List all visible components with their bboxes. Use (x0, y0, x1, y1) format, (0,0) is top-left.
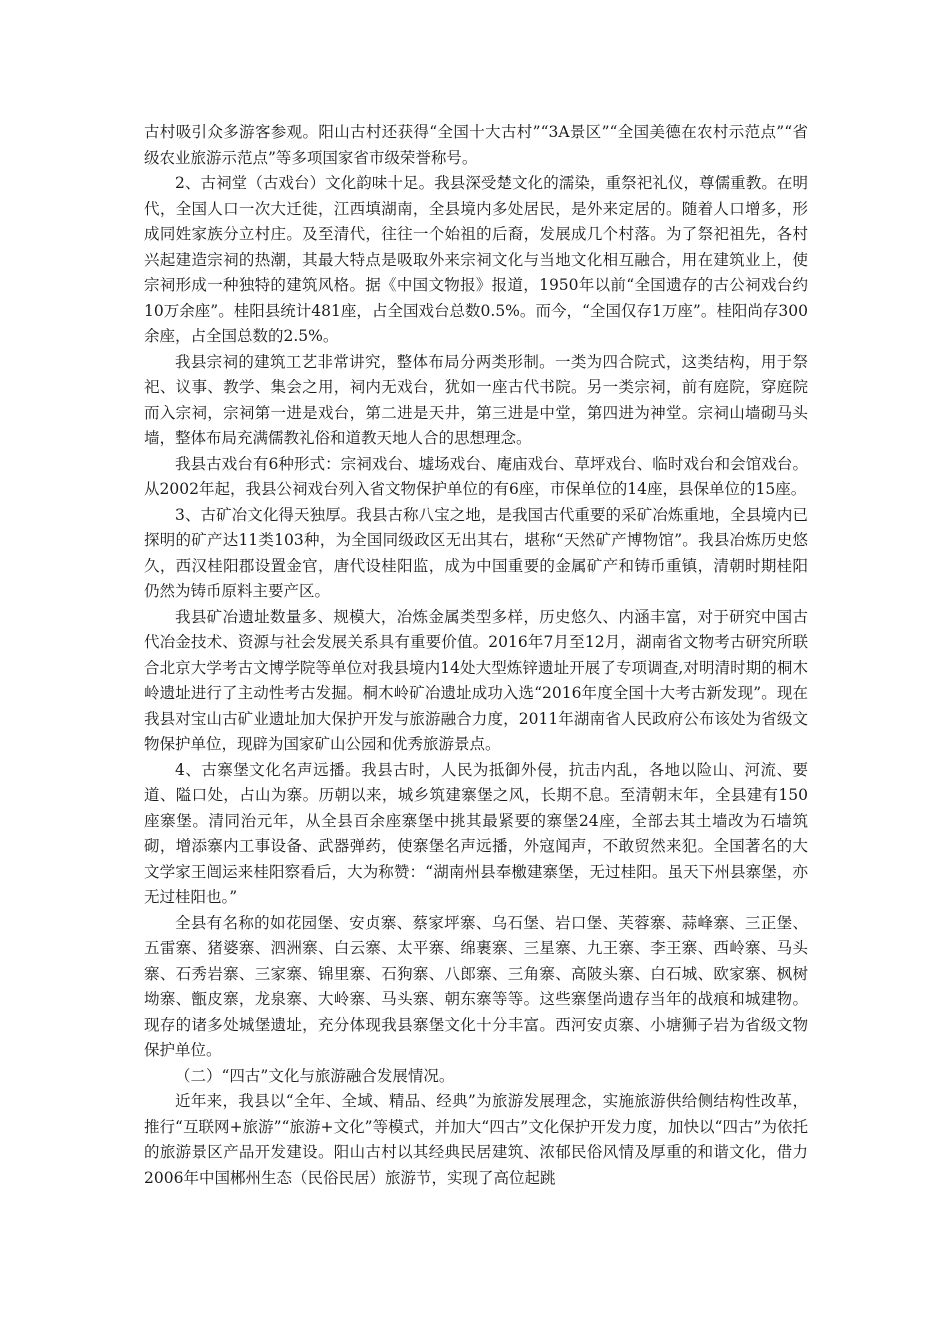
paragraph-ancient-forts: 4、古寨堡文化名声远播。我县古时，人民为抵御外侵，抗击内乱，各地以险山、河流、要道、隘口处，占山为寨。历朝以来，城乡筑建寨堡之风，长期不息。至清朝末年，全县建有150座寨堡。清同治元年，从全县百余座寨堡中挑其最紧要的寨堡24座，全部去其土墙改为石墙筑砌，增添寨内工事设备、武器弹药，使寨堡名声远播，外寇闻声，不敢贸然来犯。全国著名的大文学家王闿运来桂阳察看后，大为称赞：“湖南州县奉檄建寨堡，无过桂阳。虽天下州县寨堡，亦无过桂阳也。” (144, 760, 808, 906)
paragraph-continuation: 古村吸引众多游客参观。阳山古村还获得“全国十大古村”“3A景区”“全国美德在农村示范点”“省级农业旅游示范点”等多项国家省市级荣誉称号。 (144, 123, 808, 167)
paragraph-opera-stages: 我县古戏台有6种形式：宗祠戏台、墟场戏台、庵庙戏台、草坪戏台、临时戏台和会馆戏台。从2002年起，我县公祠戏台列入省文物保护单位的有6座，市保单位的14座，县保单位的15座。 (144, 454, 808, 498)
paragraph-ancient-mining: 3、古矿冶文化得天独厚。我县古称八宝之地，是我国古代重要的采矿冶炼重地，全县境内已探明的矿产达11类103种，为全国同级政区无出其右，堪称“天然矿产博物馆”。我县冶炼历史悠久，西汉桂阳郡设置金官，唐代设桂阳监，成为中国重要的金属矿产和铸币重镇，清朝时期桂阳仍然为铸币原料主要产区。 (144, 505, 808, 600)
paragraph-ancestral-halls: 2、古祠堂（古戏台）文化韵味十足。我县深受楚文化的濡染，重祭祀礼仪，尊儒重教。在明代，全国人口一次大迁徙，江西填湖南，全县境内多处居民，是外来定居的。随着人口增多，形成同姓家族分立村庄。及至清代，往往一个始祖的后裔，发展成几个村落。为了祭祀祖先，各村兴起建造宗祠的热潮，其最大特点是吸取外来宗祠文化与当地文化相互融合，用在建筑业上，使宗祠形成一种独特的建筑风格。据《中国文物报》报道，1950年以前“全国遗存的古公祠戏台约10万余座”。桂阳县统计481座，占全国戏台总数0.5%。而今，“全国仅存1万座”。桂阳尚存300余座，占全国总数的2.5%。 (144, 174, 808, 345)
section-heading-tourism-integration: （二）“四古”文化与旅游融合发展情况。 (175, 1066, 455, 1085)
document-page (144, 120, 808, 1191)
paragraph-fort-names: 全县有名称的如花园堡、安贞寨、蔡家坪寨、乌石堡、岩口堡、芙蓉寨、蒜峰寨、三正堡、五雷寨、猪婆寨、泗洲寨、白云寨、太平寨、绵裹寨、三星寨、九王寨、李王寨、西岭寨、马头寨、石秀岩寨、三家寨、锦里寨、石狗寨、八郎寨、三角寨、高陂头寨、白石城、欧家寨、枫树坳寨、甑皮寨，龙泉寨、大岭寨、马头寨、朝东寨等等。这些寨堡尚遗存当年的战痕和城建物。现存的诸多处城堡遗址，充分体现我县寨堡文化十分丰富。西河安贞寨、小塘狮子岩为省级文物保护单位。 (144, 913, 808, 1059)
paragraph-recent-development: 近年来，我县以“全年、全域、精品、经典”为旅游发展理念，实施旅游供给侧结构性改革，推行“互联网+旅游”“旅游+文化”等模式，并加大“四古”文化保护开发力度，加快以“四古”为依托的旅游景区产品开发建设。阳山古村以其经典民居建筑、浓郁民俗风情及厚重的和谐文化，借力2006年中国郴州生态（民俗民居）旅游节，实现了高位起跳 (144, 1092, 808, 1187)
paragraph-mining-sites: 我县矿冶遗址数量多、规模大，冶炼金属类型多样，历史悠久、内涵丰富，对于研究中国古代冶金技术、资源与社会发展关系具有重要价值。2016年7月至12月，湖南省文物考古研究所联合北京大学考古文博学院等单位对我县境内14处大型炼锌遗址开展了专项调查,对明清时期的桐木岭遗址进行了主动性考古发掘。桐木岭矿冶遗址成功入选“2016年度全国十大考古新发现”。现在我县对宝山古矿业遗址加大保护开发与旅游融合力度，2011年湖南省人民政府公布该处为省级文物保护单位，现辟为国家矿山公园和优秀旅游景点。 (144, 607, 808, 753)
paragraph-ancestral-architecture: 我县宗祠的建筑工艺非常讲究，整体布局分两类形制。一类为四合院式，这类结构，用于祭祀、议事、教学、集会之用，祠内无戏台，犹如一座古代书院。另一类宗祠，前有庭院，穿庭院而入宗祠，宗祠第一进是戏台，第二进是天井，第三进是中堂，第四进为神堂。宗祠山墙砌马头墙，整体布局充满儒教礼俗和道教天地人合的思想理念。 (144, 352, 808, 447)
